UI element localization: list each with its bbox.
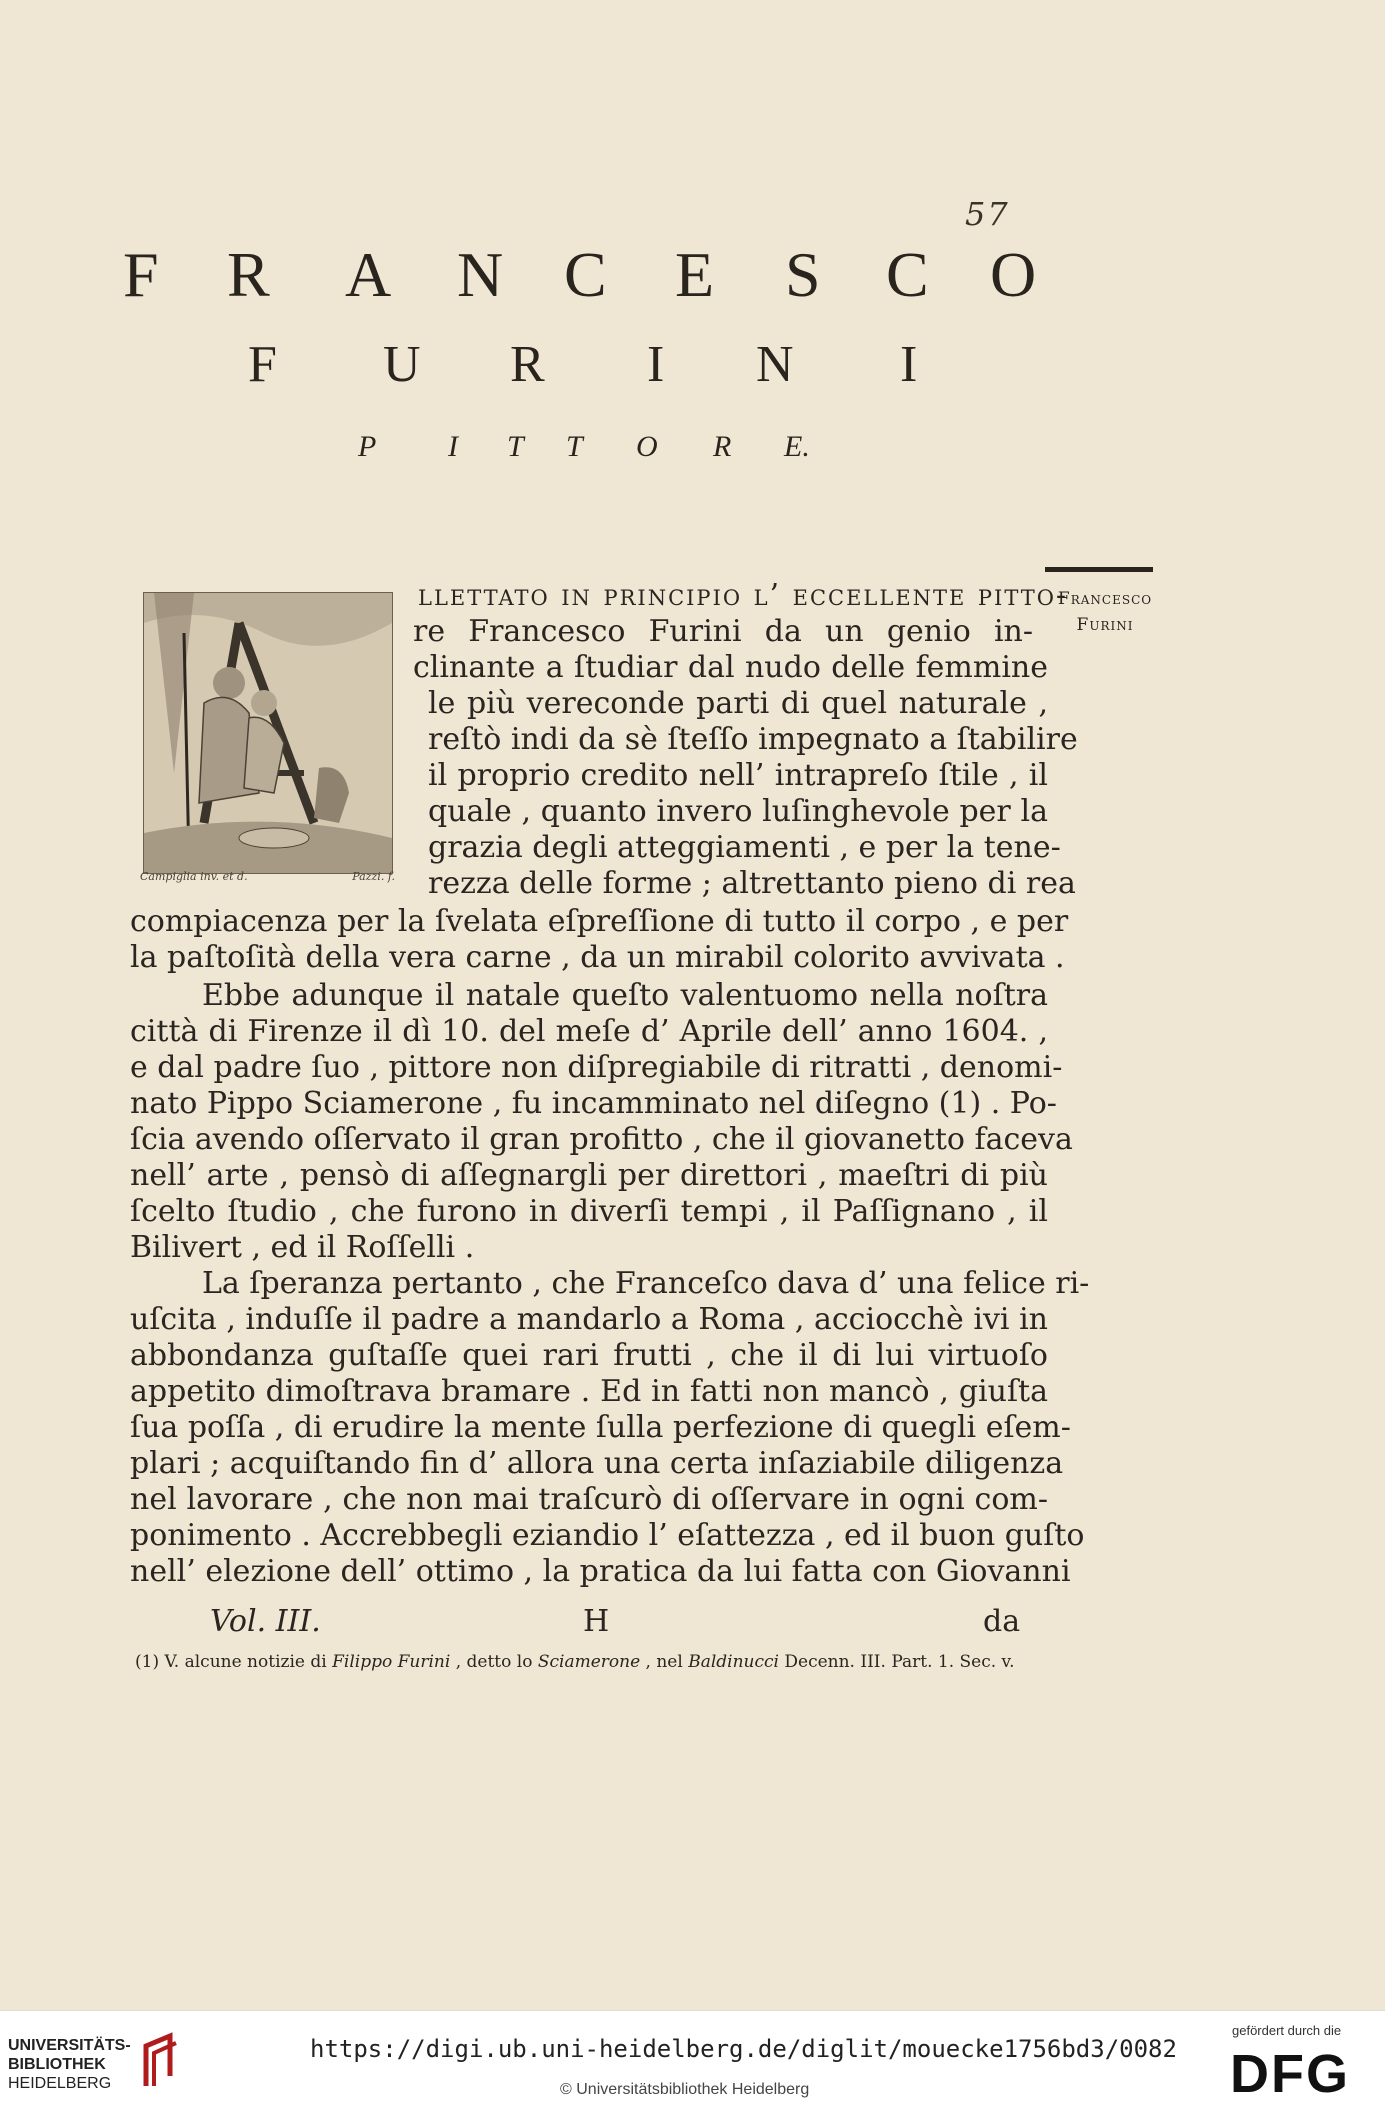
signature-mark: H [583,1604,610,1639]
title-letter: R [227,239,270,310]
text-line: nell’ arte , pensò di aſſegnargli per direttori , maeſtri di più [130,1158,1048,1193]
title-letter: A [345,239,392,310]
text-line: appetito dimoſtrava bramare . Ed in fatti non mancò , giuſta [130,1374,1048,1409]
footnote-suffix: Decenn. III. Part. 1. Sec. v. [784,1652,1015,1672]
text-line: e dal padre ſuo , pittore non diſpregiabile di ritratti , denomi- [130,1050,1063,1085]
volume-label: Vol. III. [210,1604,321,1639]
title-letter: N [756,336,794,393]
text-line: clinante a ſtudiar dal nudo delle femmine [413,650,1048,685]
margin-rule [1045,567,1153,572]
footnote [135,1652,1015,1672]
engraving-credit-left: Campiglia inv. et d. [140,870,248,883]
text-line: nell’ elezione dell’ ottimo , la pratica da lui fatta con Giovanni [130,1554,1071,1589]
text-line: grazia degli atteggiamenti , e per la tene- [428,830,1061,865]
text-line: Bilivert , ed il Roſſelli . [130,1230,475,1265]
text-line: quale , quanto invero luſinghevole per la [428,794,1048,829]
margin-note-line2: Furini [1076,615,1134,635]
library-name-line1: UNIVERSITÄTS- [8,2037,131,2054]
funder-label: gefördert durch die [1232,2023,1342,2038]
margin-note-line1: Francesco [1057,589,1153,609]
footnote-name: Baldinucci [688,1652,779,1672]
title-letter: T [566,430,583,463]
text-line: compiacenza per la ſvelata eſpreſſione di tutto il corpo , e per [130,904,1069,939]
viewer-footer-bar [0,2010,1385,2110]
footnote-text: , nel [645,1652,683,1672]
title-letter: I [900,336,918,393]
footnote-text: , detto lo [455,1652,533,1672]
title-letter: S [785,239,821,310]
title-letter: T [507,430,524,463]
copyright-notice: © Universitätsbibliothek Heidelberg [560,2081,810,2098]
title-letter: I [647,336,665,393]
title-letter: O [990,239,1037,310]
text-line: ponimento . Accrebbegli eziandio l’ eſattezza , ed il buon guſto [130,1518,1085,1553]
dfg-logo[interactable]: DFG [1230,2044,1350,2104]
text-line [418,578,1069,614]
title-letter: C [886,239,929,310]
text-line-content: llettato in principio l’ eccellente pitto- [418,578,1069,613]
text-line: Ebbe adunque il natale queſto valentuomo nella noſtra [202,978,1048,1013]
initial-letter-engraving [143,592,393,874]
footnote-prefix: (1) V. alcune notizie di [135,1652,327,1672]
text-line: nato Pippo Sciamerone , fu incamminato nel diſegno (1) . Po- [130,1086,1057,1121]
library-mark-icon [140,2031,180,2095]
text-line: ſcia avendo oſſervato il gran profitto , che il giovanetto faceva [130,1122,1073,1157]
text-line: ſua poſſa , di erudire la mente ſulla perfezione di quegli eſem- [130,1410,1071,1445]
title-letter: N [457,239,504,310]
title-letter: U [383,336,421,393]
engraving-credit-right: Pazzi. f. [352,870,395,883]
text-line: uſcita , induſſe il padre a mandarlo a Roma , acciocchè ivi in [130,1302,1048,1337]
text-line: rezza delle forme ; altrettanto pieno di rea [428,866,1076,901]
text-line: la paſtoſità della vera carne , da un mirabil colorito avvivata . [130,940,1065,975]
text-line: plari ; acquiſtando fin d’ allora una certa inſaziabile diligenza [130,1446,1064,1481]
title-letter: R [510,336,545,393]
engraving-illustration [144,593,392,873]
permalink-url[interactable]: https://digi.ub.uni-heidelberg.de/diglit/mouecke1756bd3/0082 [310,2035,1177,2063]
catchword: da [983,1604,1021,1639]
title-letter: C [564,239,607,310]
text-line: reſtò indi da sè ſteſſo impegnato a ſtabilire [428,722,1078,757]
text-line: il proprio credito nell’ intrapreſo ſtile , il [428,758,1048,793]
engraving-credit [140,870,395,890]
text-line: le più vereconde parti di quel naturale , [428,686,1048,721]
title-letter: E [675,239,715,310]
title-letter: E. [784,430,810,463]
title-letter: O [636,430,658,463]
text-line: La ſperanza pertanto , che Franceſco dava d’ una felice ri- [202,1266,1090,1301]
text-line: città di Firenze il dì 10. del meſe d’ Aprile dell’ anno 1604. , [130,1014,1048,1049]
title-letter: F [248,336,277,393]
text-line: ſcelto ſtudio , che furono in diverſi tempi , il Paſſignano , il [130,1194,1048,1229]
text-line: nel lavorare , che non mai traſcurò di oſſervare in ogni com- [130,1482,1048,1517]
title-letter: I [448,430,458,463]
footnote-name: Filippo Furini [332,1652,451,1672]
footnote-name: Sciamerone [537,1652,641,1672]
library-logo[interactable] [8,2036,131,2093]
page-number: 57 [965,195,1010,233]
title-letter: R [713,430,732,463]
library-name-line3: HEIDELBERG [8,2075,112,2092]
title-letter: P [358,430,377,463]
text-line: re Francesco Furini da un genio in- [413,614,1033,649]
title-letter: F [123,239,159,310]
text-line: abbondanza guſtaſſe quei rari frutti , che il di lui virtuoſo [130,1338,1048,1373]
library-name-line2: BIBLIOTHEK [8,2056,106,2073]
